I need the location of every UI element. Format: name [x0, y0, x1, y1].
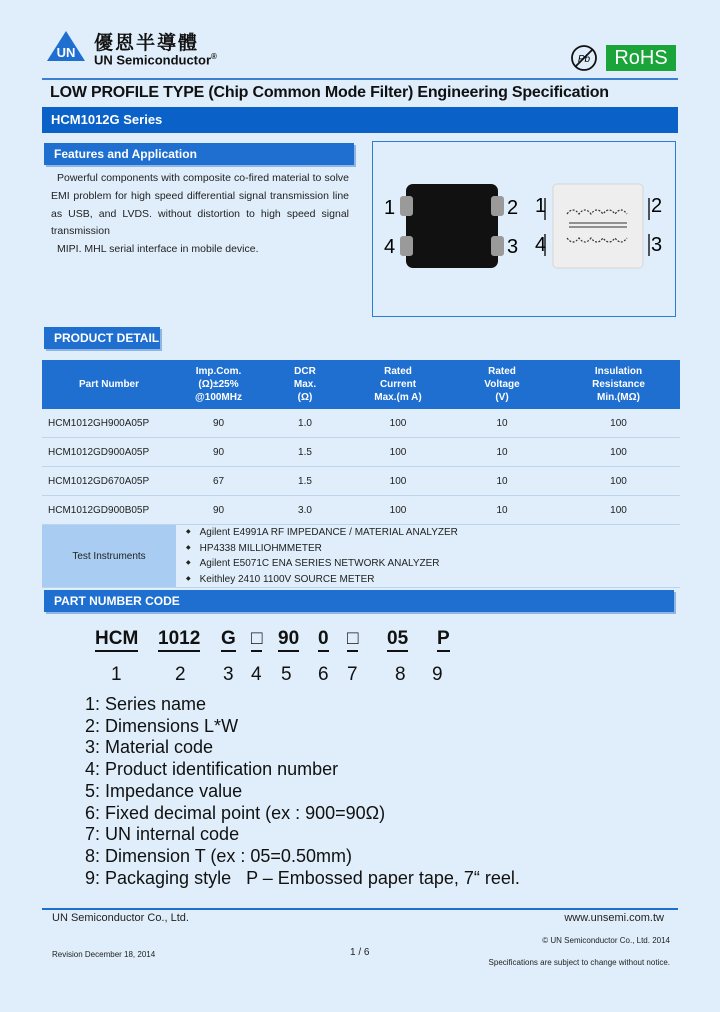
- code-number: 1: [111, 664, 122, 685]
- explanation-item: 6: Fixed decimal point (ex : 900=90Ω): [85, 802, 386, 823]
- part-number-cell: HCM1012GD900B05P: [42, 496, 176, 525]
- explanation-item: 7: UN internal code: [85, 824, 240, 845]
- table-row: [42, 409, 680, 438]
- code-segment: □: [251, 628, 262, 652]
- page-number: 1 / 6: [350, 947, 370, 958]
- code-number: 6: [318, 664, 329, 685]
- insulation-cell: 100: [557, 409, 680, 438]
- instrument-item: ◆ Keithley 2410 1100V SOURCE METER: [186, 572, 680, 588]
- code-number: 9: [432, 664, 443, 685]
- insulation-cell: 100: [557, 467, 680, 496]
- explanation-item: 8: Dimension T (ex : 05=0.50mm): [85, 845, 352, 866]
- schematic-frame: [553, 184, 643, 268]
- test-instruments-row: [42, 525, 680, 588]
- voltage-cell: 10: [447, 467, 557, 496]
- code-segment: P: [437, 628, 450, 652]
- code-segment: G: [221, 628, 236, 652]
- chip-pad: [491, 236, 504, 256]
- current-cell: 100: [349, 467, 447, 496]
- explanation-item: 9: Packaging style P – Embossed paper tape, 7“ reel.: [85, 867, 520, 888]
- current-cell: 100: [349, 438, 447, 467]
- header-divider: [42, 78, 678, 80]
- part-number-cell: HCM1012GH900A05P: [42, 409, 176, 438]
- lead-free-icon: [570, 44, 598, 72]
- instrument-item: ◆ Agilent E5071C ENA SERIES NETWORK ANALYZER: [186, 556, 680, 572]
- column-header: Insulation Resistance Min.(MΩ): [557, 360, 680, 409]
- table-row: [42, 467, 680, 496]
- code-segment: 1012: [158, 628, 200, 652]
- code-segment: HCM: [95, 628, 138, 652]
- series-bar: HCM1012G Series: [42, 107, 678, 133]
- chip-pad: [491, 196, 504, 216]
- pin-label: 2: [507, 197, 519, 219]
- footer-website[interactable]: www.unsemi.com.tw: [564, 912, 664, 924]
- company-name-chinese: 優恩半導體: [94, 32, 200, 54]
- impedance-cell: 90: [176, 409, 261, 438]
- component-diagram-svg: [373, 142, 675, 316]
- dcr-cell: 1.0: [261, 409, 349, 438]
- dcr-cell: 3.0: [261, 496, 349, 525]
- part-number-cell: HCM1012GD670A05P: [42, 467, 176, 496]
- footer-notice: Specifications are subject to change without notice.: [488, 958, 670, 967]
- pin-label: 3: [651, 234, 663, 256]
- features-text: [51, 170, 349, 259]
- explanation-item: 4: Product identification number: [85, 759, 339, 780]
- code-segment: 90: [278, 628, 299, 652]
- table-header-row: [42, 360, 680, 409]
- column-header: DCR Max. (Ω): [261, 360, 349, 409]
- footer-revision: Revision December 18, 2014: [52, 950, 156, 959]
- code-number: 5: [281, 664, 292, 685]
- column-header: Rated Voltage (V): [447, 360, 557, 409]
- chip-pad: [400, 196, 413, 216]
- explanation-item: 5: Impedance value: [85, 780, 243, 801]
- instrument-item: ◆ HP4338 MILLIOHMMETER: [186, 541, 680, 557]
- chip-body: [406, 184, 498, 268]
- code-segment: □: [347, 628, 358, 652]
- footer-divider: [42, 908, 678, 910]
- table-row: [42, 496, 680, 525]
- impedance-cell: 90: [176, 438, 261, 467]
- current-cell: 100: [349, 496, 447, 525]
- code-number: 7: [347, 664, 358, 685]
- instrument-item: ◆ Agilent E4991A RF IMPEDANCE / MATERIAL ANALYZER: [186, 525, 680, 541]
- part-number-code-heading: PART NUMBER CODE: [44, 590, 674, 612]
- impedance-cell: 67: [176, 467, 261, 496]
- code-segment: 05: [387, 628, 408, 652]
- svg-text:Pb: Pb: [577, 54, 591, 65]
- pin-label: 4: [384, 236, 396, 258]
- features-paragraph: MIPI. MHL serial interface in mobile device.: [57, 243, 259, 256]
- code-number: 8: [395, 664, 406, 685]
- insulation-cell: 100: [557, 438, 680, 467]
- pin-label: 4: [535, 234, 547, 256]
- product-detail-table: [42, 360, 680, 588]
- code-explanations: [85, 694, 520, 889]
- explanation-item: 1: Series name: [85, 694, 207, 714]
- chip-pad: [400, 236, 413, 256]
- features-heading: Features and Application: [44, 143, 354, 165]
- code-segment: 0: [318, 628, 329, 652]
- footer-company: UN Semiconductor Co., Ltd.: [52, 912, 189, 924]
- code-number: 4: [251, 664, 262, 685]
- pin-label: 1: [384, 197, 396, 219]
- un-logo-icon: [46, 30, 86, 62]
- pin-label: 3: [507, 236, 519, 258]
- svg-text:UN: UN: [56, 45, 76, 60]
- voltage-cell: 10: [447, 496, 557, 525]
- insulation-cell: 100: [557, 496, 680, 525]
- test-instruments-label: Test Instruments: [42, 525, 176, 588]
- component-diagram: [372, 141, 676, 317]
- column-header: Part Number: [42, 360, 176, 409]
- column-header: Imp.Com. (Ω)±25% @100MHz: [176, 360, 261, 409]
- explanation-item: 3: Material code: [85, 737, 214, 758]
- product-detail-heading: PRODUCT DETAIL: [44, 327, 160, 349]
- document-title: LOW PROFILE TYPE (Chip Common Mode Filter) Engineering Specification: [50, 84, 609, 101]
- footer-copyright: © UN Semiconductor Co., Ltd. 2014: [542, 936, 670, 945]
- features-paragraph: Powerful components with composite co-fired material to solve EMI problem for high speed differential signal transmission line as USB, and LVDS. without distortion to high speed signal transmission: [51, 172, 349, 238]
- pin-label: 1: [535, 195, 547, 217]
- company-name-english: UN Semiconductor®: [94, 52, 217, 68]
- impedance-cell: 90: [176, 496, 261, 525]
- dcr-cell: 1.5: [261, 438, 349, 467]
- current-cell: 100: [349, 409, 447, 438]
- column-header: Rated Current Max.(m A): [349, 360, 447, 409]
- dcr-cell: 1.5: [261, 467, 349, 496]
- part-number-cell: HCM1012GD900A05P: [42, 438, 176, 467]
- test-instruments-list: [176, 525, 680, 588]
- voltage-cell: 10: [447, 409, 557, 438]
- voltage-cell: 10: [447, 438, 557, 467]
- code-number: 3: [223, 664, 234, 685]
- pin-label: 2: [651, 195, 663, 217]
- code-number: 2: [175, 664, 186, 685]
- explanation-item: 2: Dimensions L*W: [85, 715, 239, 736]
- rohs-badge: RoHS: [606, 45, 676, 71]
- table-row: [42, 438, 680, 467]
